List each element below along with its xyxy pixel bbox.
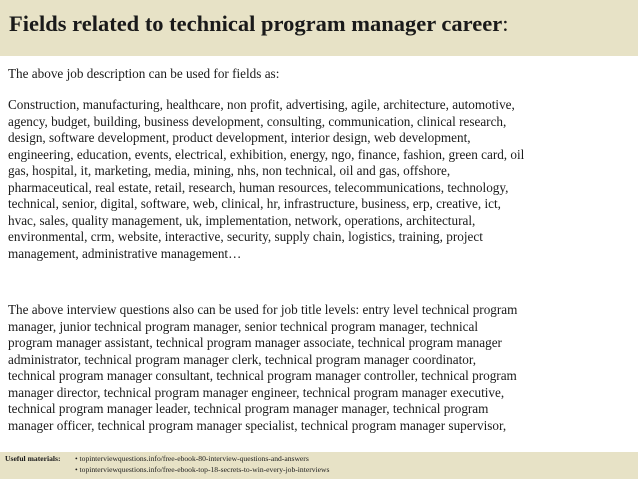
fields-line: design, software development, product development, interior design, web development, — [8, 130, 471, 145]
fields-line: technical, senior, digital, software, web, clinical, hr, infrastructure, business, erp, creative, ict, — [8, 196, 501, 211]
fields-line: pharmaceutical, real estate, retail, research, human resources, telecommunications, technology, — [8, 179, 509, 195]
fields-line: engineering, education, events, electrical, exhibition, energy, ngo, finance, fashion, green card, oil — [8, 146, 525, 162]
footer-link-ebook-18-secrets[interactable]: • topinterviewquestions.info/free-ebook-top-18-secrets-to-win-every-job-interviews — [75, 465, 330, 474]
job-levels-line: technical program manager consultant, technical program manager controller, technical program — [8, 368, 517, 383]
intro-text: The above job description can be used for fields as: — [8, 66, 280, 81]
fields-line: agency, budget, building, business development, consulting, communication, clinical research, — [8, 113, 507, 129]
job-levels-line: program manager assistant, technical program manager associate, technical program manager — [8, 335, 502, 350]
footer-label-text: Useful materials — [5, 454, 58, 463]
fields-line: management, administrative management… — [8, 245, 242, 261]
footer-label-suffix: : — [57, 454, 61, 463]
page-title-colon: : — [502, 11, 509, 36]
fields-line: hvac, sales, quality management, uk, implementation, network, operations, architectural, — [8, 212, 476, 228]
job-levels-line: administrator, technical program manager clerk, technical program manager coordinator, — [8, 351, 476, 367]
footer-bar — [0, 452, 638, 479]
fields-paragraph — [8, 97, 634, 262]
job-levels-line: technical program manager leader, technical program manager manager, technical program — [8, 401, 489, 416]
footer-label — [5, 454, 60, 463]
page-title — [9, 11, 508, 37]
job-levels-line: The above interview questions also can be used for job title levels: entry level technical program — [8, 302, 518, 317]
fields-line: Construction, manufacturing, healthcare, non profit, advertising, agile, architecture, automotive, — [8, 97, 515, 112]
fields-line: gas, hospital, it, marketing, media, mining, nhs, non technical, oil and gas, offshore, — [8, 163, 451, 178]
page-title-text: Fields related to technical program manager career — [9, 11, 503, 36]
job-levels-line: manager director, technical program manager engineer, technical program manager executive, — [8, 384, 505, 400]
job-levels-line: manager officer, technical program manager specialist, technical program manager supervisor, — [8, 417, 507, 433]
job-levels-paragraph — [8, 302, 634, 434]
footer-link-ebook-80-questions[interactable]: • topinterviewquestions.info/free-ebook-80-interview-questions-and-answers — [75, 454, 309, 463]
title-bar — [0, 0, 638, 56]
fields-line: environmental, crm, website, interactive, security, supply chain, logistics, training, project — [8, 229, 483, 244]
job-levels-line: manager, junior technical program manager, senior technical program manager, technical — [8, 318, 479, 334]
